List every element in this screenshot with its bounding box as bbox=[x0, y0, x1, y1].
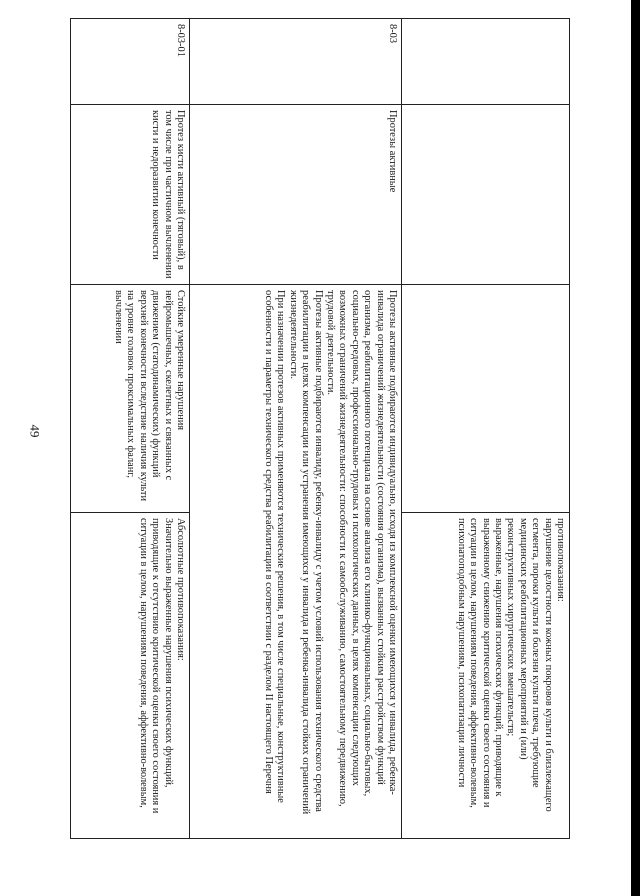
rehabilitation-table bbox=[70, 18, 570, 839]
table-row bbox=[190, 19, 402, 839]
description-cell bbox=[190, 285, 402, 839]
name-cell bbox=[402, 105, 570, 285]
conditions-cell: Стойкие умеренные нарушения нейромышечных, скелетных и связанных с движением (статодинамических) функций верхней конечности вследствие наличия культи на уровне головок проксимальных фаланг, вычленении bbox=[71, 285, 190, 513]
description-text: Протезы активные подбираются индивидуально, исходя из комплексной оценки имеющихся у инвалида, ребенка-инвалида ограничений жизнедеятельности (состояния организма), вызванных стойким расстройством функций организма, реабилитационного потенциала на основе анализа его клинико-функциональных, социально-бытовых, социально-средовых, профессионально-трудовых и психологических данных, в целях компенсации следующих возможных ограничений жизнедеятельности: способности к самообслуживанию, самостоятельному передвижению, трудовой деятельности. Протезы активные подбираются инвалиду, ребенку-инвалиду с учетом условий использования технического средства реабилитации в целях компенсации или устранения имеющихся у инвалида и ребенка-инвалида стойких ограничений жизнедеятельности. При назначении протезов активных применяются технические решения, в том числе специальные, конструктивные особенности и параметры технического средства реабилитации в соответствии с разделом II настоящего Перечня bbox=[262, 290, 398, 815]
table-row bbox=[71, 19, 190, 839]
conditions-cell bbox=[402, 285, 570, 513]
name-cell: Протезы активные bbox=[190, 105, 402, 285]
name-cell: Протез кисти активный (тяговый), в том числе при частичном вычленении кисти и недоразвитии конечности bbox=[71, 105, 190, 285]
rotated-table-container bbox=[70, 18, 570, 838]
table-row bbox=[402, 19, 570, 839]
contraindications-text: противопоказания: нарушение целостности кожных покровов культи и близлежащего сегмента, пороки культи и болезни культи плеча, требующие медицинских реабилитационных мероприятий и (или) реконструктивных хирургических вмешательств; выраженные, нарушения психических функций, приводящие к выраженному снижению критической оценки своего состояния и ситуации в целом, нарушениям поведения, аффективно-волевым, психопатоподобным нарушениям, психопатизации личности bbox=[455, 518, 566, 812]
code-cell bbox=[402, 19, 570, 105]
code-cell: 8-03-01 bbox=[71, 19, 190, 105]
contraindications-cell bbox=[71, 513, 190, 839]
page-number: 49 bbox=[27, 424, 43, 438]
contraindications-cell bbox=[402, 513, 570, 839]
scan-edge-strip bbox=[631, 0, 640, 896]
contraindications-text: Абсолютные противопоказания: Значительно выраженные нарушения психических функций, приводящие к отсутствию критической оценки своего состояния и ситуации в целом, нарушениям поведения, аффективно-волевым, bbox=[137, 518, 186, 814]
code-cell: 8-03 bbox=[190, 19, 402, 105]
